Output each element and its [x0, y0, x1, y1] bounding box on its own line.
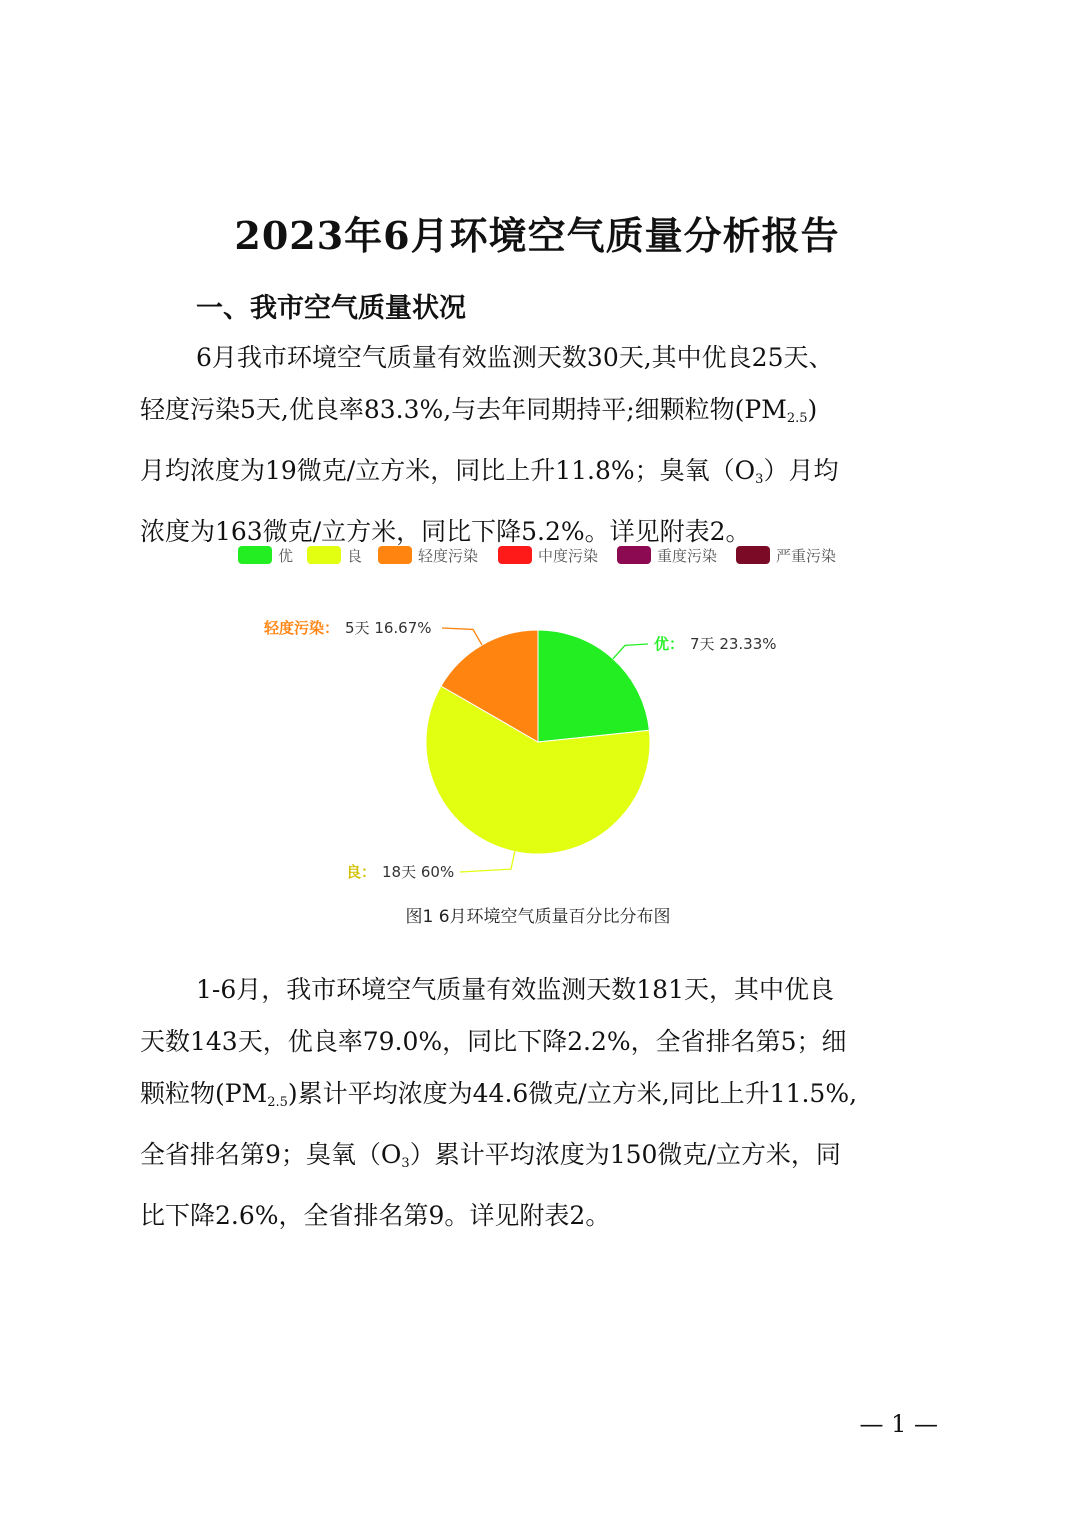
legend-swatch[interactable] — [498, 546, 532, 564]
para2-line-3: 颗粒物$(PM_{2.5})$累计平均浓度为44.6微克/立方米,同比上升11.5%, — [140, 1079, 858, 1110]
pie-leader-line — [442, 628, 482, 645]
legend-swatch[interactable] — [617, 546, 651, 564]
legend-swatch[interactable] — [736, 546, 770, 564]
legend-label: 优 — [278, 547, 294, 565]
pie-leader-line — [613, 644, 648, 659]
pie-slice[interactable] — [538, 630, 649, 742]
pie-slice-label: 轻度污染： 5天 16.67% — [264, 619, 432, 637]
paragraph-june-summary — [140, 332, 940, 558]
pie-slice-label: 良： 18天 60% — [346, 863, 455, 881]
legend-swatch[interactable] — [307, 546, 341, 564]
para1-line-4: 浓度为163微克/立方米，同比下降5.2%。详见附表2。 — [140, 517, 751, 546]
page-title: 2023年6月环境空气质量分析报告 — [234, 213, 840, 258]
legend-label: 中度污染 — [538, 547, 599, 565]
para2-line-2: 天数143天，优良率79.0%，同比下降2.2%，全省排名第5；细 — [140, 1027, 847, 1056]
legend-label: 轻度污染 — [418, 547, 479, 565]
page-number: — 1 — — [859, 1410, 938, 1438]
para2-line-5: 比下降2.6%，全省排名第9。详见附表2。 — [140, 1201, 611, 1230]
legend-swatch[interactable] — [378, 546, 412, 564]
pie-slice-label: 优： 7天 23.33% — [654, 635, 777, 653]
section-heading: 一、我市空气质量状况 — [196, 293, 466, 324]
legend-swatch[interactable] — [238, 546, 272, 564]
legend-label: 重度污染 — [657, 547, 718, 565]
chart-caption: 图1 6月环境空气质量百分比分布图 — [405, 907, 671, 927]
air-quality-pie-chart — [220, 536, 860, 936]
para1-line-2: 轻度污染5天,优良率83.3%,与去年同期持平;细颗粒物$(PM_{2.5})$ — [140, 395, 818, 426]
para2-line-4: 全省排名第9；臭氧$(O_3)$累计平均浓度为150微克/立方米，同 — [140, 1140, 841, 1171]
para1-line-3: 月均浓度为19微克/立方米，同比上升11.8%；臭氧$(O_3)$月均 — [140, 456, 839, 487]
pie-slices — [426, 630, 650, 854]
para2-line-1: 1-6月，我市环境空气质量有效监测天数181天，其中优良 — [196, 975, 834, 1004]
para1-line-1: 6月我市环境空气质量有效监测天数30天,其中优良25天、 — [196, 343, 834, 372]
paragraph-half-year-summary — [140, 964, 940, 1242]
legend-label: 严重污染 — [776, 547, 837, 565]
chart-legend — [238, 546, 836, 565]
legend-label: 良 — [347, 547, 363, 565]
pie-leader-line — [460, 852, 515, 872]
